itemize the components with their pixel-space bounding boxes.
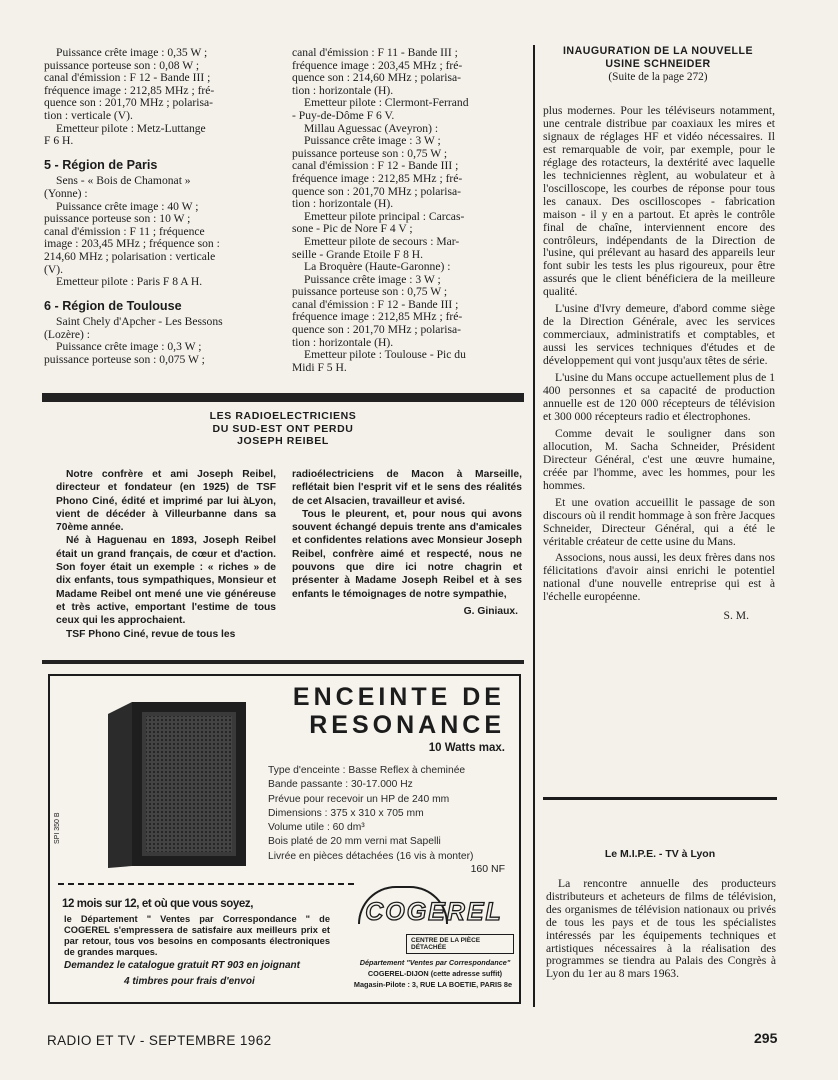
col1-line: puissance porteuse son : 10 W ; (44, 212, 191, 226)
col1-line: F 6 H. (44, 134, 74, 148)
ad-tagline: 12 mois sur 12, et où que vous soyez, (62, 898, 253, 910)
col1-line: (V). (44, 262, 63, 276)
ad-title-line-1: ENCEINTE DE (292, 683, 505, 711)
ad-spec-line: Type d'enceinte : Basse Reflex à cheminée (268, 765, 466, 776)
col1-line: Puissance crête image : 0,3 W ; (56, 340, 202, 354)
obituary-title-line: LES RADIOELECTRICIENS (209, 410, 357, 422)
schneider-continued: (Suite de la page 272) (608, 71, 708, 83)
col2-line: Puissance crête image : 3 W ; (304, 272, 441, 286)
mipe-heading: Le M.I.P.E. - TV à Lyon (604, 848, 716, 860)
col1-line: 214,60 MHz ; polarisation : verticale (44, 249, 216, 263)
col1-line: puissance porteuse son : 0,075 W ; (44, 353, 205, 367)
article-paragraph: Comme devait le souligner dans son allocution, M. Sacha Schneider, Président Directeur Général, c'est une œuvre humaine, créée par l'homme, avec les hommes, pour les hommes. (543, 426, 775, 492)
article-paragraph: plus modernes. Pour les téléviseurs notamment, une centrale distribue par coaxiaux les mires et signaux de réglages HF et vidéo nécessaires. Il est remarquable de voir, par exemple, pour le réglage des rotacteurs, la dextérité avec laquelle les techniciennes règlent, au wobulateur et à l'oscilloscope, les courbes de réponse pour tous les canaux. Des oscilloscopes - fabrication maison - il y en a partout. Et après le contrôle final de chaîne, interviennent encore des contrôleurs, indépendants de la Direction de l'usine, qui prélevant au hasard des appareils leur font subir les tests les plus rigoureux, pour être assurés que le client bénéficiera de la meilleure qualité. (543, 104, 775, 299)
col2-line: tion : horizontale (H). (292, 197, 394, 211)
obituary-left-column (56, 468, 276, 641)
col2-line: seille - Grande Etoile F 8 H. (292, 247, 424, 261)
col1-line: Puissance crête image : 40 W ; (56, 199, 199, 213)
obituary-right-column (292, 468, 522, 618)
col2-line: quence son : 214,60 MHz ; polarisa- (292, 71, 462, 85)
ad-call-2: 4 timbres pour frais d'envoi (124, 976, 255, 987)
col1-line: Saint Chely d'Apcher - Les Bessons (56, 315, 223, 329)
cogerel-logo (354, 886, 514, 1004)
page-number: 295 (754, 1030, 778, 1046)
col1-line: tion : verticale (V). (44, 108, 133, 122)
obituary-title (44, 410, 522, 448)
ad-divider (58, 883, 354, 885)
col1-line: canal d'émission : F 11 ; fréquence (44, 224, 205, 238)
ad-spec-line: Volume utile : 60 dm³ (268, 822, 365, 834)
cogerel-brand-sub: CENTRE DE LA PIÈCE DÉTACHÉE (406, 934, 514, 954)
ad-spec-line: Bois platé de 20 mm verni mat Sapelli (268, 836, 441, 848)
ad-subtitle: 10 Watts max. (428, 742, 505, 754)
col1-line: canal d'émission : F 12 - Bande III ; (44, 71, 211, 85)
cogerel-brand: COGEREL (365, 898, 503, 926)
obituary-paragraph: Notre confrère et ami Joseph Reibel, directeur et fondateur (en 1925) de TSF Phono Ciné, édité et imprimé par lui àLyon, vient de décéder à Villeurbanne dans sa 70ème année. (56, 469, 276, 534)
col2-line: sone - Pic de Nore F 4 V ; (292, 222, 413, 236)
col1-line: fréquence image : 212,85 MHz ; fré- (44, 83, 215, 97)
col2-line: Millau Aguessac (Aveyron) : (304, 121, 439, 135)
col2-line: Midi F 5 H. (292, 360, 347, 374)
speaker-cabinet-image (108, 698, 248, 870)
schneider-heading-line: INAUGURATION DE LA NOUVELLE (562, 45, 754, 57)
col2-line: canal d'émission : F 11 - Bande III ; (292, 46, 458, 59)
ad-title-line-2: RESONANCE (309, 711, 505, 739)
obituary-paragraph: radioélectriciens de Macon à Marseille, reflétait bien l'esprit vif et le sens des réalités de cet Alsacien, travailleur et avisé. (292, 469, 522, 507)
article-paragraph: L'usine d'Ivry demeure, d'abord comme siège de la Direction Générale, avec les services commerciaux, administratifs et comptables, et aussi les services techniques d'études et de développement qui vont jusqu'aux têtes de série. (543, 302, 775, 368)
col1-line: (Yonne) : (44, 186, 88, 200)
schneider-heading (540, 45, 776, 83)
col2-line: Emetteur pilote principal : Carcas- (304, 209, 465, 223)
section-heading-toulouse: 6 - Région de Toulouse (44, 298, 182, 313)
obituary-paragraph: TSF Phono Ciné, revue de tous les (66, 628, 236, 640)
col2-line: Emetteur pilote : Clermont-Ferrand (304, 96, 469, 110)
col1-line: Emetteur pilote : Paris F 8 A H. (56, 275, 203, 289)
obituary-signature: G. Giniaux. (463, 605, 518, 617)
cogerel-advertisement (48, 674, 521, 1004)
column-rule (533, 45, 535, 1007)
col1-line: Emetteur pilote : Metz-Luttange (56, 121, 206, 135)
col2-line: tion : horizontale (H). (292, 83, 394, 97)
col2-line: Emetteur pilote de secours : Mar- (304, 234, 460, 248)
col2-line: Puissance crête image : 3 W ; (304, 134, 441, 148)
col2-line: - Puy-de-Dôme F 6 V. (292, 108, 395, 122)
section-heading-paris: 5 - Région de Paris (44, 157, 158, 172)
article-paragraph: L'usine du Mans occupe actuellement plus de 1 400 personnes et sa capacité de production annuelle est de 120 000 récepteurs de télévision et 300 000 récepteurs radio et électrophones. (543, 371, 775, 423)
ad-spec-line: Dimensions : 375 x 310 x 705 mm (268, 807, 424, 819)
col2-text (292, 47, 523, 374)
obituary-top-rule (42, 393, 524, 402)
right-column-rule (543, 797, 777, 800)
col2-line: fréquence image : 203,45 MHz ; fré- (292, 58, 463, 72)
article-signature: S. M. (723, 609, 749, 623)
article-paragraph: Et une ovation accueillit le passage de son discours où il rendit hommage à son frère Jacques Schneider, Directeur Général, qui a été le véritable créateur de cette usine du Mans. (543, 495, 775, 548)
col2-line: Emetteur pilote : Toulouse - Pic du (304, 348, 466, 362)
col1-line: image : 203,45 MHz ; fréquence son : (44, 237, 220, 251)
obituary-title-line: DU SUD-EST ONT PERDU (212, 422, 354, 435)
col2-line: puissance porteuse son : 0,75 W ; (292, 146, 448, 160)
col1-line: quence son : 201,70 MHz ; polarisa- (44, 96, 214, 110)
obituary-paragraph: Tous le pleurent, et, pour nous qui avons souvent échangé depuis trente ans d'amicales et confidentes relations avec Monsieur Joseph Reibel, confrère aimé et respecté, nous ne pouvons que dire ici notre chagrin et présenter à Madame Joseph Reibel et à ses enfants le témoignages de notre sympathie, (292, 508, 522, 600)
col1-line: Sens - « Bois de Chamonat » (56, 174, 191, 188)
col2-line: canal d'émission : F 12 - Bande III ; (292, 297, 459, 311)
cogerel-address-3: Magasin-Pilote : 3, RUE LA BOETIE, PARIS 8e (353, 980, 513, 989)
col2-line: quence son : 201,70 MHz ; polarisa- (292, 184, 462, 198)
ad-spec-line: Bande passante : 30-17.000 Hz (268, 779, 413, 791)
col2-line: fréquence image : 212,85 MHz ; fré- (292, 310, 463, 324)
cogerel-address-2: COGEREL-DIJON (cette adresse suffit) (367, 969, 503, 978)
col1-text (44, 47, 274, 367)
schneider-heading-line: USINE SCHNEIDER (605, 57, 711, 70)
col2-line: canal d'émission : F 12 - Bande III ; (292, 159, 459, 173)
col2-line: tion : horizontale (H). (292, 335, 394, 349)
obituary-title-line: JOSEPH REIBEL (237, 435, 329, 447)
ad-spec-line: Prévue pour recevoir un HP de 240 mm (268, 793, 450, 805)
col1-line: puissance porteuse son : 0,08 W ; (44, 58, 200, 72)
ad-specifications (268, 764, 520, 864)
ad-side-code: SPI 350 B (54, 812, 61, 844)
mipe-article: La rencontre annuelle des producteurs distributeurs et acheteurs de films de télévision, des organismes de télévision nationaux ou privés de tous les pays et de tous les spécialistes intéressés par les équipements techniques et artistiques nécessaires à la réalisation des programmes se tiendra au Palais des Congrès à Lyon du 1er au 8 mars 1963. (546, 877, 776, 981)
obituary-bottom-rule (42, 660, 524, 664)
col2-line: puissance porteuse son : 0,75 W ; (292, 285, 448, 299)
col2-line: quence son : 201,70 MHz ; polarisa- (292, 323, 462, 337)
article-paragraph: Associons, nous aussi, les deux frères dans nos félicitations d'avoir ainsi enrichi le potentiel national d'une nouvelle entreprise qui est à l'échelle européenne. (543, 551, 775, 604)
ad-body: le Département " Ventes par Correspondance " de COGEREL s'empressera de satisfaire aux meilleurs prix et par retour, tous vos besoins en composants électroniques de grandes marques. (64, 914, 330, 957)
schneider-article (543, 105, 775, 623)
col2-line: fréquence image : 212,85 MHz ; fré- (292, 171, 463, 185)
footer-publication: RADIO ET TV - SEPTEMBRE 1962 (47, 1033, 272, 1048)
col2-line: La Broquère (Haute-Garonne) : (304, 260, 451, 274)
ad-spec-line: Livrée en pièces détachées (16 vis à monter) (268, 850, 474, 862)
obituary-paragraph: Né à Haguenau en 1893, Joseph Reibel était un grand français, de cœur et d'action. Son foyer était un exemple : « riches » de dix enfants, tous sympathiques, Monsieur et Madame Reibel ont mené une vie généreuse et très active, emportant l'estime de tous ceux qui les approchaient. (56, 535, 276, 627)
col1-line: Puissance crête image : 0,35 W ; (56, 46, 208, 59)
ad-price: 160 NF (470, 863, 505, 875)
col1-line: (Lozère) : (44, 327, 91, 341)
cogerel-address-1: Département "Ventes par Correspondance" (359, 958, 511, 967)
ad-call-1: Demandez le catalogue gratuit RT 903 en joignant (64, 960, 300, 971)
